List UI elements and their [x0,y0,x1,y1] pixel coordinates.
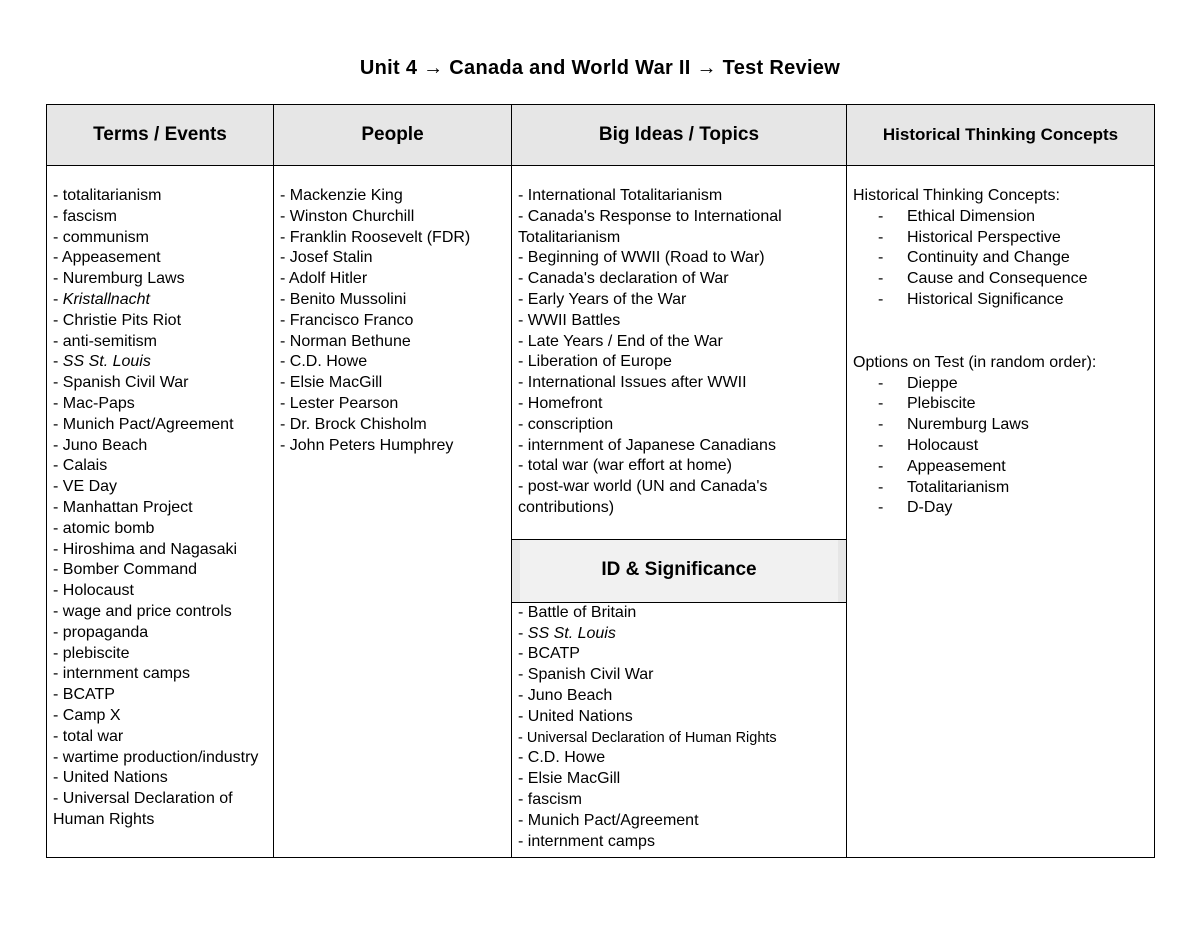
header-people: People [274,105,512,166]
dash-bullet: - [878,457,884,475]
list-item: - VE Day [53,478,118,496]
list-item: - Elsie MacGill [280,374,383,392]
dash-bullet: - [878,290,884,308]
list-item: - Juno Beach [53,436,148,454]
list-item: - SS St. Louis [53,353,151,371]
italic-text: SS St. Louis [527,624,616,642]
list-item: - Elsie MacGill [518,770,621,788]
list-item-text: Historical Significance [907,290,1064,308]
options-heading: Options on Test (in random order): [853,353,1097,371]
list-item: - Munich Pact/Agreement [518,811,699,829]
list-item: - Manhattan Project [53,498,193,516]
big-ideas-cell [512,166,847,858]
list-item: - WWII Battles [518,311,621,329]
id-significance-heading: ID & Significance [520,540,838,602]
people-list [280,186,507,456]
list-item: - Liberation of Europe [518,353,672,371]
list-item [878,498,1150,519]
list-item: - Spanish Civil War [518,666,654,684]
list-item: - total war [53,727,124,745]
list-item: - Benito Mussolini [280,290,407,308]
list-item: - Canada's Response to International Totalitarianism [518,207,782,246]
list-item [878,415,1150,436]
list-item: - BCATP [53,686,115,704]
list-item: - internment camps [518,832,655,850]
dash-bullet: - [878,374,884,392]
list-item: - conscription [518,415,614,433]
dash-bullet: - [878,395,884,413]
list-item: - Camp X [53,706,121,724]
terms-list [53,186,269,831]
list-item: - Hiroshima and Nagasaki [53,540,238,558]
id-significance-heading-box [512,539,846,603]
list-item: - totalitarianism [53,187,162,204]
list-item: - International Totalitarianism [518,187,723,204]
list-item: - Adolf Hitler [280,270,368,288]
list-item [878,394,1150,415]
list-item: - post-war world (UN and Canada's contributions) [518,478,768,516]
list-item-text: Totalitarianism [907,478,1010,496]
dash-bullet: - [878,249,884,267]
dash-bullet: - [878,207,884,225]
list-item: - propaganda [53,623,149,641]
list-item [878,436,1150,457]
list-item: - BCATP [518,645,580,663]
list-item: - Holocaust [53,582,134,600]
list-item: - Homefront [518,394,603,412]
htc-heading: Historical Thinking Concepts: [853,187,1060,204]
list-item-text: Dieppe [907,374,958,392]
list-item [878,269,1150,290]
list-item: - Juno Beach [518,686,613,704]
id-significance-list [518,603,842,853]
list-item-text: Appeasement [907,457,1006,475]
dash-bullet: - [878,416,884,434]
list-item: - total war (war effort at home) [518,457,732,475]
list-item: - SS St. Louis [518,624,616,642]
list-item: - fascism [518,790,582,808]
dash-bullet: - [878,270,884,288]
list-item: - Norman Bethune [280,332,411,350]
list-item: - Dr. Brock Chisholm [280,415,427,433]
list-item-text: Ethical Dimension [907,207,1036,225]
dash-bullet: - [878,436,884,454]
terms-cell [47,166,274,858]
list-item: - C.D. Howe [518,749,606,767]
list-item: - Winston Churchill [280,207,415,225]
list-item: - internment camps [53,665,190,683]
page-title: Unit 4 → Canada and World War II → Test Review [359,57,841,79]
list-item: - Francisco Franco [280,311,414,329]
list-item: - wage and price controls [53,602,232,620]
list-item: - Lester Pearson [280,394,399,412]
header-big-ideas: Big Ideas / Topics [512,105,847,166]
list-item: - Kristallnacht [53,290,150,308]
dash-bullet: - [878,228,884,246]
list-item: - Christie Pits Riot [53,311,182,329]
list-item: - Spanish Civil War [53,374,189,392]
list-item: - Late Years / End of the War [518,332,723,350]
review-table [46,104,1155,858]
list-item: - internment of Japanese Canadians [518,436,776,454]
options-list [853,374,1150,520]
list-item: - Bomber Command [53,561,198,579]
big-ideas-list [518,186,842,519]
list-item: - Nuremburg Laws [53,270,185,288]
list-item [878,207,1150,228]
list-item-text: Nuremburg Laws [907,416,1029,434]
list-item: - Mac-Paps [53,394,135,412]
list-item: - United Nations [518,707,633,725]
header-terms-events: Terms / Events [47,105,274,166]
list-item-text: Holocaust [907,436,979,454]
header-row [47,105,1155,166]
list-item: - communism [53,228,150,246]
htc-cell [847,166,1155,858]
list-item-text: Continuity and Change [907,249,1070,267]
italic-text: Kristallnacht [62,290,150,308]
list-item: - United Nations [53,769,168,787]
italic-text: SS St. Louis [62,353,151,371]
list-item: - Franklin Roosevelt (FDR) [280,228,471,246]
list-item: - Calais [53,457,108,475]
list-item: - C.D. Howe [280,353,368,371]
list-item-text: Plebiscite [907,395,976,413]
list-item: - Munich Pact/Agreement [53,415,234,433]
list-item: - wartime production/industry [53,748,259,766]
list-item: - plebiscite [53,644,130,662]
list-item: - Universal Declaration of Human Rights [518,729,777,746]
list-item-text: Historical Perspective [907,228,1061,246]
list-item: - fascism [53,207,117,225]
people-cell [274,166,512,858]
list-item: - Canada's declaration of War [518,270,729,288]
list-item [878,457,1150,478]
list-item [878,290,1150,311]
list-item: - Appeasement [53,249,161,267]
list-item: - Universal Declaration of Human Rights [53,790,233,828]
htc-list [853,207,1150,311]
list-item: - anti-semitism [53,332,158,350]
list-item-text: Cause and Consequence [907,270,1088,288]
list-item [878,478,1150,499]
list-item: - atomic bomb [53,519,155,537]
list-item: - Josef Stalin [280,249,373,267]
list-item: - Battle of Britain [518,603,637,621]
list-item [878,374,1150,395]
list-item-text: D-Day [907,499,953,517]
list-item [878,248,1150,269]
content-row [47,166,1155,858]
list-item: - John Peters Humphrey [280,436,454,454]
header-historical-thinking: Historical Thinking Concepts [847,105,1155,166]
dash-bullet: - [878,499,884,517]
list-item: - International Issues after WWII [518,374,747,392]
list-item: - Early Years of the War [518,290,687,308]
spacer [853,311,1150,353]
list-item: - Mackenzie King [280,187,403,204]
list-item [878,228,1150,249]
dash-bullet: - [878,478,884,496]
list-item: - Beginning of WWII (Road to War) [518,249,765,267]
